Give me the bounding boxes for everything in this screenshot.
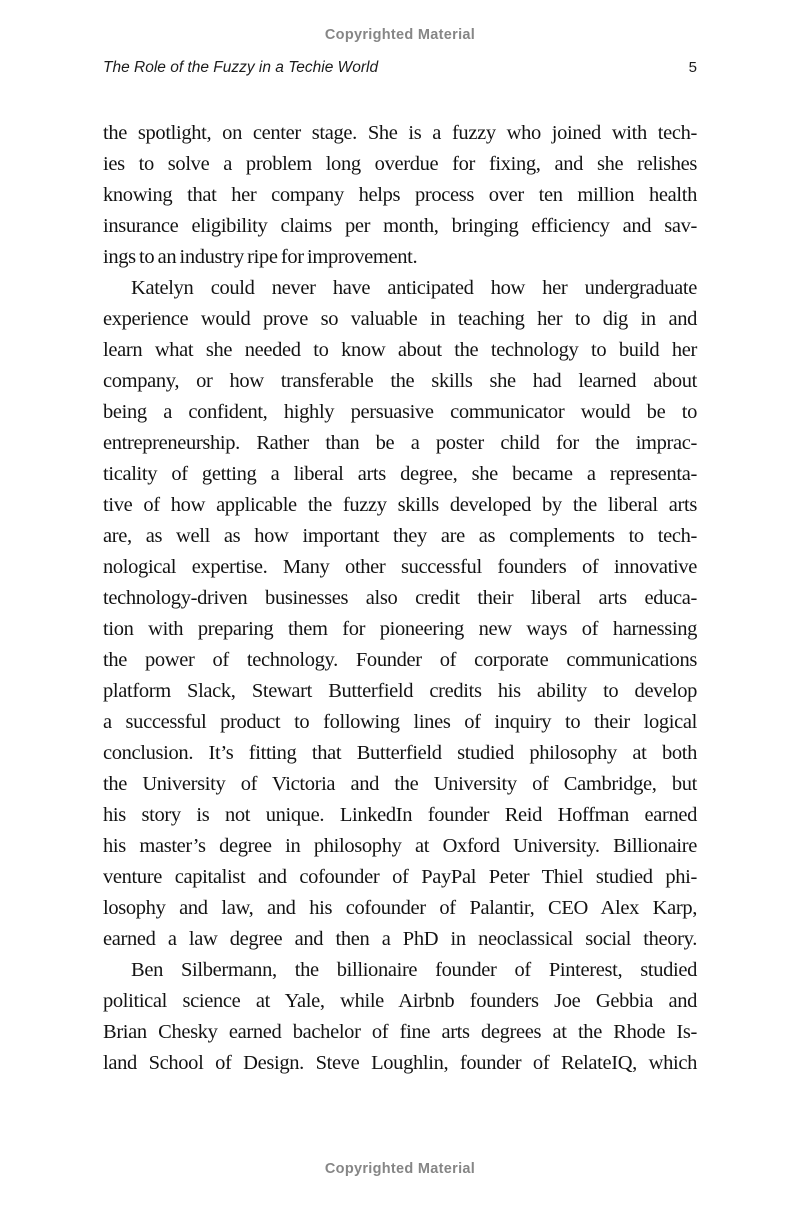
- text-line: tion with preparing them for pioneering new ways of harnessing: [103, 618, 697, 640]
- text-line: Ben Silbermann, the billionaire founder of Pinterest, studied: [131, 959, 697, 981]
- text-line: land School of Design. Steve Loughlin, founder of RelateIQ, which: [103, 1052, 697, 1074]
- text-line: the power of technology. Founder of corporate communications: [103, 649, 697, 671]
- text-line: Brian Chesky earned bachelor of fine arts degrees at the Rhode Is-: [103, 1021, 697, 1043]
- text-line: the spotlight, on center stage. She is a fuzzy who joined with tech-: [103, 122, 697, 144]
- text-line: being a confident, highly persuasive communicator would be to: [103, 401, 697, 423]
- text-line: learn what she needed to know about the technology to build her: [103, 339, 697, 361]
- text-line: platform Slack, Stewart Butterfield credits his ability to develop: [103, 680, 697, 702]
- text-line: the University of Victoria and the University of Cambridge, but: [103, 773, 697, 795]
- text-line: political science at Yale, while Airbnb founders Joe Gebbia and: [103, 990, 697, 1012]
- text-line: knowing that her company helps process over ten million health: [103, 184, 697, 206]
- text-line: ticality of getting a liberal arts degree, she became a representa-: [103, 463, 697, 485]
- text-line: venture capitalist and cofounder of PayPal Peter Thiel studied phi-: [103, 866, 697, 888]
- text-line: ings to an industry ripe for improvement.: [103, 246, 418, 268]
- text-line: ies to solve a problem long overdue for fixing, and she relishes: [103, 153, 697, 175]
- body-text: [103, 118, 697, 1079]
- running-header: [103, 59, 697, 77]
- text-line: conclusion. It’s fitting that Butterfield studied philosophy at both: [103, 742, 697, 764]
- text-line: are, as well as how important they are as complements to tech-: [103, 525, 697, 547]
- text-line: earned a law degree and then a PhD in neoclassical social theory.: [103, 928, 697, 950]
- text-line: company, or how transferable the skills she had learned about: [103, 370, 697, 392]
- page-number: 5: [688, 59, 697, 76]
- text-line: a successful product to following lines of inquiry to their logical: [103, 711, 697, 733]
- text-line: entrepreneurship. Rather than be a poster child for the imprac-: [103, 432, 697, 454]
- text-line: Katelyn could never have anticipated how her undergraduate: [131, 277, 697, 299]
- text-line: experience would prove so valuable in teaching her to dig in and: [103, 308, 697, 330]
- copyright-banner-bottom: Copyrighted Material: [324, 1161, 476, 1177]
- copyright-banner-top: Copyrighted Material: [324, 27, 476, 43]
- text-line: losophy and law, and his cofounder of Palantir, CEO Alex Karp,: [103, 897, 697, 919]
- text-line: his master’s degree in philosophy at Oxford University. Billionaire: [103, 835, 697, 857]
- text-line: tive of how applicable the fuzzy skills developed by the liberal arts: [103, 494, 697, 516]
- text-line: insurance eligibility claims per month, bringing efficiency and sav-: [103, 215, 697, 237]
- text-line: his story is not unique. LinkedIn founder Reid Hoffman earned: [103, 804, 697, 826]
- running-title: The Role of the Fuzzy in a Techie World: [103, 59, 379, 76]
- text-line: technology-driven businesses also credit their liberal arts educa-: [103, 587, 697, 609]
- text-line: nological expertise. Many other successful founders of innovative: [103, 556, 697, 578]
